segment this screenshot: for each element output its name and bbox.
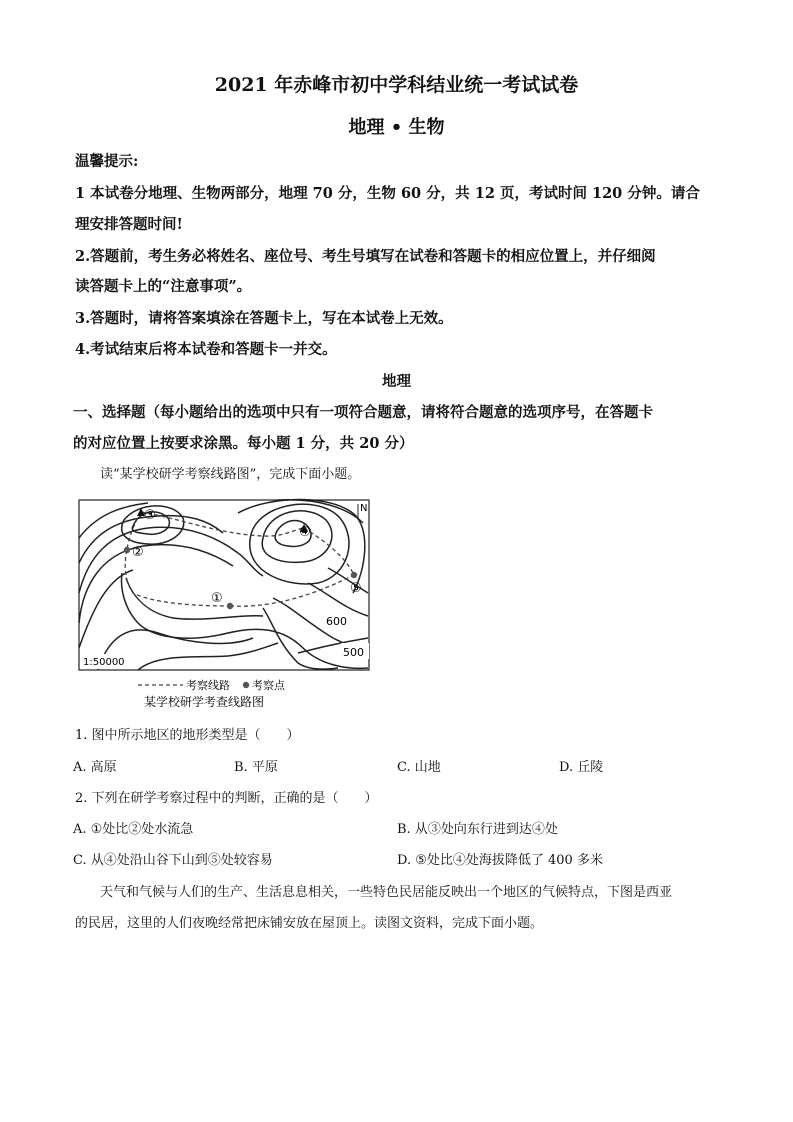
q1-option-b[interactable]: B. 平原 bbox=[234, 760, 278, 775]
section-title: 地理 bbox=[382, 373, 411, 390]
legend-point-dot bbox=[243, 682, 249, 688]
map-scale: 1:50000 bbox=[83, 657, 125, 668]
legend-route-label: 考察线路 bbox=[186, 679, 230, 692]
contour-map-figure bbox=[78, 498, 372, 712]
contour-label-500: 500 bbox=[343, 646, 364, 659]
q1-option-c[interactable]: C. 山地 bbox=[397, 760, 441, 775]
point-label-2: ② bbox=[132, 545, 144, 560]
contour-label-600: 600 bbox=[326, 615, 347, 628]
section-heading-a: 一、选择题（每小题给出的选项中只有一项符合题意，请将符合题意的选项序号，在答题卡 bbox=[73, 404, 653, 421]
tip-3: 3.答题时，请将答案填涂在答题卡上，写在本试卷上无效。 bbox=[75, 310, 453, 327]
section-heading-b: 的对应位置上按要求涂黑。每小题 1 分，共 20 分） bbox=[73, 435, 414, 452]
north-label: N bbox=[360, 503, 368, 514]
point-label-4: ④ bbox=[299, 525, 311, 540]
tip-2b: 读答题卡上的“注意事项”。 bbox=[75, 278, 252, 295]
point-label-3: ③ bbox=[144, 508, 156, 523]
q2-option-b[interactable]: B. 从③处向东行进到达④处 bbox=[397, 822, 558, 837]
tip-2a: 2.答题前，考生务必将姓名、座位号、考生号填写在试卷和答题卡的相应位置上，并仔细阅 bbox=[75, 248, 656, 265]
q1-option-a[interactable]: A. 高原 bbox=[73, 760, 117, 775]
legend-point-label: 考察点 bbox=[252, 679, 285, 692]
passage-line-2: 的民居，这里的人们夜晚经常把床铺安放在屋顶上。读图文资料，完成下面小题。 bbox=[75, 916, 544, 931]
contour-map bbox=[78, 498, 372, 712]
tips-heading: 温馨提示: bbox=[75, 153, 139, 170]
q2-stem: 2. 下列在研学考察过程中的判断，正确的是（ ） bbox=[75, 791, 378, 806]
point-label-1: ① bbox=[211, 591, 223, 606]
survey-point-1 bbox=[227, 603, 233, 609]
exam-title: 2021 年赤峰市初中学科结业统一考试试卷 bbox=[214, 74, 579, 96]
point-label-5: ⑤ bbox=[350, 581, 362, 596]
figure-caption: 某学校研学考查线路图 bbox=[144, 695, 265, 709]
tip-1a: 1 本试卷分地理、生物两部分，地理 70 分，生物 60 分，共 12 页，考试时间 120 分钟。请合 bbox=[75, 185, 700, 202]
tip-1b: 理安排答题时间! bbox=[75, 216, 183, 233]
passage-line-1: 天气和气候与人们的生产、生活息息相关，一些特色民居能反映出一个地区的气候特点，下图是西亚 bbox=[100, 885, 673, 900]
tip-4: 4.考试结束后将本试卷和答题卡一并交。 bbox=[75, 341, 337, 358]
q2-option-d[interactable]: D. ⑤处比④处海拔降低了 400 多米 bbox=[397, 853, 603, 868]
survey-point-5 bbox=[351, 572, 357, 578]
q2-option-c[interactable]: C. 从④处沿山谷下山到⑤处较容易 bbox=[73, 853, 273, 868]
q1-stem: 1. 图中所示地区的地形类型是（ ） bbox=[75, 728, 300, 743]
q2-option-a[interactable]: A. ①处比②处水流急 bbox=[73, 822, 194, 837]
survey-point-2 bbox=[124, 547, 130, 553]
exam-subtitle: 地理 • 生物 bbox=[348, 117, 445, 138]
q1-option-d[interactable]: D. 丘陵 bbox=[559, 760, 604, 775]
intro-text: 读“某学校研学考察线路图”，完成下面小题。 bbox=[100, 467, 361, 482]
